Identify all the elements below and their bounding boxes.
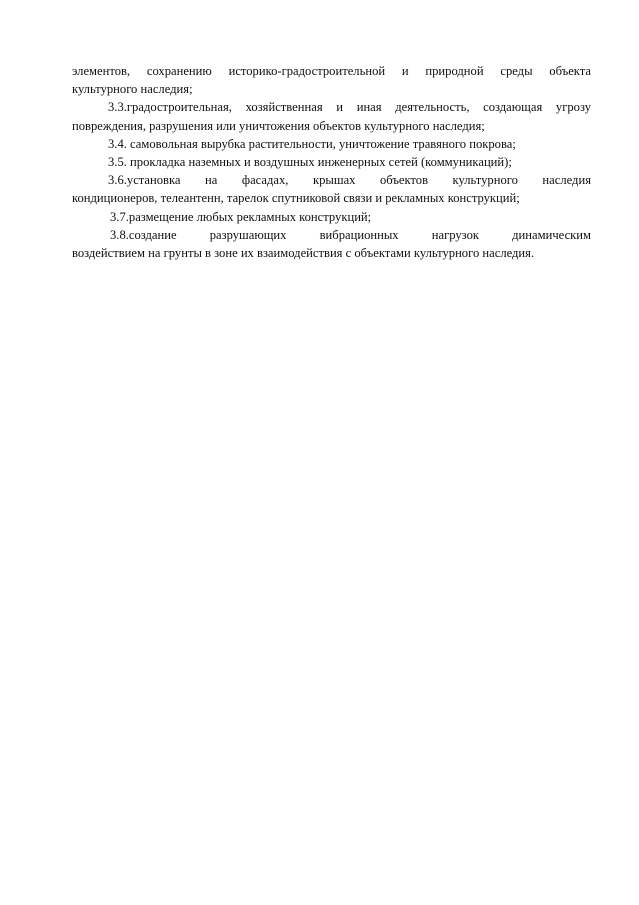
paragraph-item-3-8 bbox=[72, 226, 591, 262]
text-line: 3.4. самовольная вырубка растительности, уничтожение травяного покрова; bbox=[108, 136, 516, 151]
text-line: воздействием на грунты в зоне их взаимодействия с объектами культурного наследия. bbox=[72, 246, 535, 261]
document-page bbox=[72, 62, 591, 262]
paragraph-continuation bbox=[72, 62, 591, 98]
text-line: 3.6.установка на фасадах, крышах объектов культурного наследия bbox=[108, 173, 591, 188]
text-line: повреждения, разрушения или уничтожения объектов культурного наследия; bbox=[72, 118, 485, 133]
paragraph-item-3-3 bbox=[72, 98, 591, 134]
text-line: 3.8.создание разрушающих вибрационных нагрузок динамическим bbox=[110, 227, 591, 242]
text-line: 3.3.градостроительная, хозяйственная и иная деятельность, создающая угрозу bbox=[108, 100, 591, 115]
paragraph-item-3-5 bbox=[72, 153, 591, 171]
paragraph-item-3-7 bbox=[72, 208, 591, 226]
paragraph-item-3-4 bbox=[72, 135, 591, 153]
text-line: 3.5. прокладка наземных и воздушных инженерных сетей (коммуникаций); bbox=[108, 155, 512, 170]
text-line: кондиционеров, телеантенн, тарелок спутниковой связи и рекламных конструкций; bbox=[72, 191, 520, 206]
text-line: культурного наследия; bbox=[72, 82, 193, 97]
text-line: элементов, сохранению историко-градостроительной и природной среды объекта bbox=[72, 64, 591, 78]
text-line: 3.7.размещение любых рекламных конструкций; bbox=[110, 209, 372, 224]
paragraph-item-3-6 bbox=[72, 171, 591, 207]
